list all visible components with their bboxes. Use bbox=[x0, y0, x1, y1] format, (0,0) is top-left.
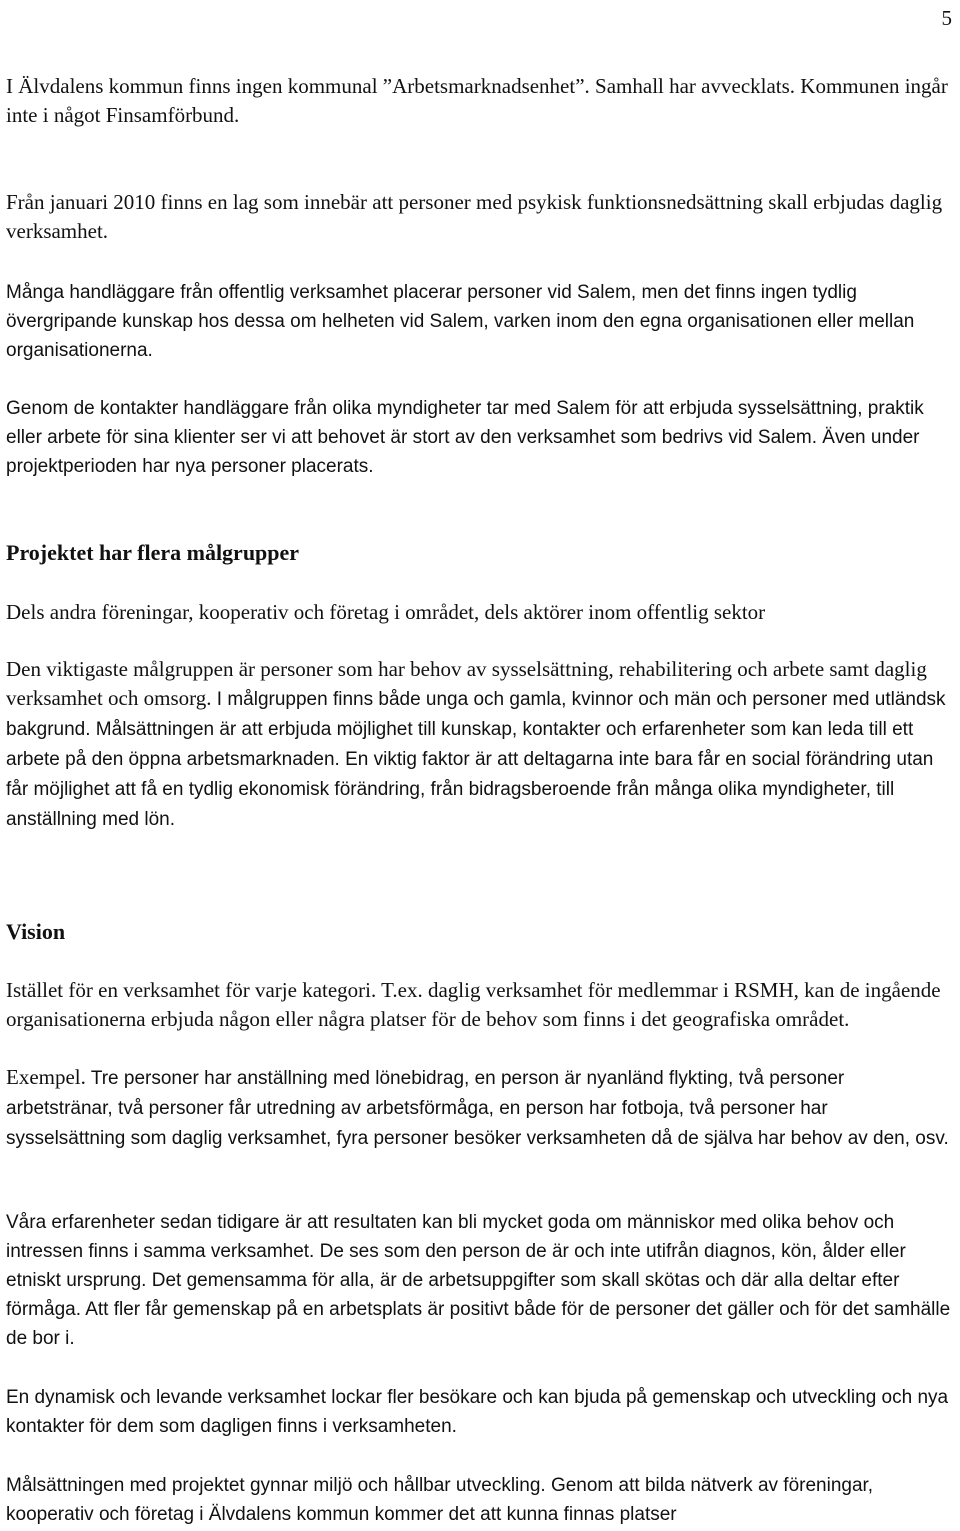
page-number: 5 bbox=[941, 6, 952, 30]
paragraph-dynamisk-verksamhet: En dynamisk och levande verksamhet lockar fler besökare och kan bjuda på gemenskap och utveckling och nya kontakter för dem som dagligen finns i verksamheten. bbox=[6, 1387, 949, 1437]
text-run: En viktig faktor är att deltagarna inte bara får en social förändring utan får möjlighet att få en tydlig ekonomisk förändring, från bidragsberoende från många olika myndigheter, till anställning med lön. bbox=[6, 749, 934, 830]
paragraph-exempel bbox=[6, 1063, 952, 1153]
paragraph-viktigaste-malgruppen bbox=[6, 655, 952, 834]
text-run: Målsättningen är att erbjuda möjlighet till kunskap, kontakter och erfarenheter som kan leda till ett arbete på den öppna arbetsmarknaden. bbox=[6, 719, 914, 770]
text-run: I målgruppen finns både unga och gamla, kvinnor och män och personer med utländsk bakgrund. bbox=[6, 689, 946, 740]
paragraph-handlaggare: Många handläggare från offentlig verksamhet placerar personer vid Salem, men det finns ingen tydlig övergripande kunskap hos dessa om helheten vid Salem, varken inom den egna organisationen eller mellan organisationerna. bbox=[6, 282, 915, 361]
text-run: Exempel. bbox=[6, 1065, 86, 1089]
heading-malgrupper: Projektet har flera målgrupper bbox=[6, 540, 300, 565]
paragraph-erfarenheter: Våra erfarenheter sedan tidigare är att resultaten kan bli mycket goda om människor med olika behov och intressen finns i samma verksamhet. De ses som den person de är och inte utifrån diagnos, kön, ålder eller etniskt ursprung. Det gemensamma för alla, är de arbetsuppgifter som skall skötas och där alla deltar efter förmåga. Att fler får gemenskap på en arbetsplats är positivt både för de personer det gäller och för det samhälle de bor i. bbox=[6, 1212, 951, 1349]
text-run: Den viktigaste målgruppen är personer som har behov av sysselsättning, rehabilitering och arbete samt daglig verksamhet och omsorg. bbox=[6, 657, 927, 710]
paragraph-vision-intro: Istället för en verksamhet för varje kategori. T.ex. daglig verksamhet för medlemmar i RSMH, kan de ingående organisationerna erbjuda någon eller några platser för de behov som finns i det geografiska området. bbox=[6, 978, 941, 1031]
paragraph-kontakter: Genom de kontakter handläggare från olika myndigheter tar med Salem för att erbjuda sysselsättning, praktik eller arbete för sina klienter ser vi att behovet är stort av den verksamhet som bedrivs vid Salem. Även under projektperioden har nya personer placerats. bbox=[6, 398, 924, 477]
paragraph-malsattningen: Målsättningen med projektet gynnar miljö och hållbar utveckling. Genom att bilda nätverk av föreningar, kooperativ och företag i Älvdalens kommun kommer det att kunna finnas platser bbox=[6, 1475, 874, 1525]
heading-vision: Vision bbox=[6, 919, 66, 944]
text-run: Tre personer har anställning med lönebidrag, en person är nyanländ flykting, två personer arbetstränar, två personer får utredning av arbetsförmåga, en person har fotboja, två personer har sysselsättning som daglig verksamhet, fyra personer besöker verksamheten då de själva har behov av den, osv. bbox=[6, 1068, 949, 1149]
paragraph-malgrupper-intro: Dels andra föreningar, kooperativ och företag i området, dels aktörer inom offentlig sektor bbox=[6, 600, 766, 624]
paragraph-arbetsmarknadsenhet: I Älvdalens kommun finns ingen kommunal ”Arbetsmarknadsenhet”. Samhall har avvecklats. Kommunen ingår inte i något Finsamförbund. bbox=[6, 74, 948, 127]
paragraph-lag-2010: Från januari 2010 finns en lag som innebär att personer med psykisk funktionsnedsättning skall erbjudas daglig verksamhet. bbox=[6, 190, 943, 243]
